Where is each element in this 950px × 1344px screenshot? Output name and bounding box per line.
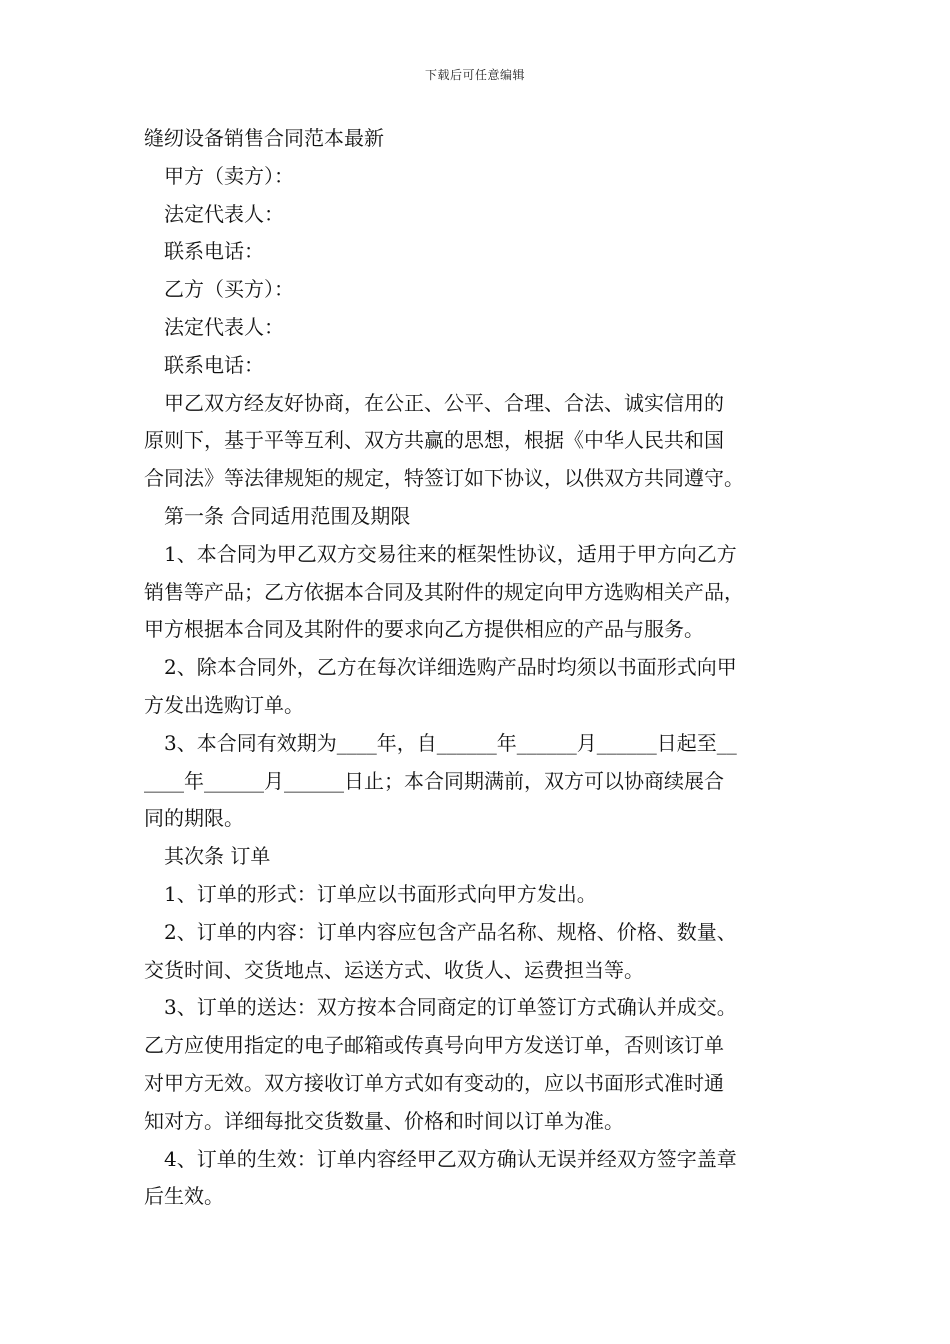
section-heading: 第一条 合同适用范围及期限: [164, 503, 411, 528]
text-line: ____年______月______日止；本合同期满前，双方可以协商续展合: [144, 768, 724, 793]
text-line: 2、订单的内容：订单内容应包含产品名称、规格、价格、数量、: [164, 919, 737, 944]
text-line: 4、订单的生效：订单内容经甲乙双方确认无误并经双方签字盖章: [164, 1146, 737, 1171]
text-line: 销售等产品；乙方依据本合同及其附件的规定向甲方选购相关产品，: [144, 579, 744, 604]
text-line: 方发出选购订单。: [144, 692, 304, 717]
document-title: 缝纫设备销售合同范本最新: [144, 126, 384, 150]
text-line: 交货时间、交货地点、运送方式、收货人、运费担当等。: [144, 957, 644, 982]
text-line: 合同法》等法律规矩的规定，特签订如下协议，以供双方共同遵守。: [144, 466, 744, 491]
text-line: 1、本合同为甲乙双方交易往来的框架性协议，适用于甲方向乙方: [164, 541, 737, 566]
text-line: 2、除本合同外，乙方在每次详细选购产品时均须以书面形式向甲: [164, 655, 737, 680]
text-line: 乙方应使用指定的电子邮箱或传真号向甲方发送订单，否则该订单: [144, 1033, 724, 1058]
text-line: 3、订单的送达：双方按本合同商定的订单签订方式确认并成交。: [164, 995, 737, 1020]
text-line: 法定代表人：: [164, 314, 284, 339]
section-heading: 其次条 订单: [164, 844, 271, 869]
text-line: 乙方（买方）：: [164, 277, 294, 302]
text-line: 法定代表人：: [164, 201, 284, 226]
page-header-note: 下载后可任意编辑: [424, 68, 525, 82]
text-line: 原则下，基于平等互利、双方共赢的思想，根据《中华人民共和国: [144, 428, 724, 453]
text-line: 后生效。: [144, 1184, 224, 1209]
text-line: 甲方根据本合同及其附件的要求向乙方提供相应的产品与服务。: [144, 617, 704, 642]
text-line: 1、订单的形式：订单应以书面形式向甲方发出。: [164, 881, 597, 906]
text-line: 3、本合同有效期为____年，自______年______月______日起至__: [164, 730, 737, 755]
text-line: 同的期限。: [144, 806, 244, 831]
document-body: [144, 120, 812, 1216]
text-line: 知对方。详细每批交货数量、价格和时间以订单为准。: [144, 1108, 624, 1133]
text-line: 对甲方无效。双方接收订单方式如有变动的，应以书面形式准时通: [144, 1070, 724, 1095]
text-line: 联系电话：: [164, 239, 264, 264]
text-line: 联系电话：: [164, 352, 264, 377]
text-line: 甲乙双方经友好协商，在公正、公平、合理、合法、诚实信用的: [164, 390, 724, 415]
text-line: 甲方（卖方）：: [164, 163, 294, 188]
